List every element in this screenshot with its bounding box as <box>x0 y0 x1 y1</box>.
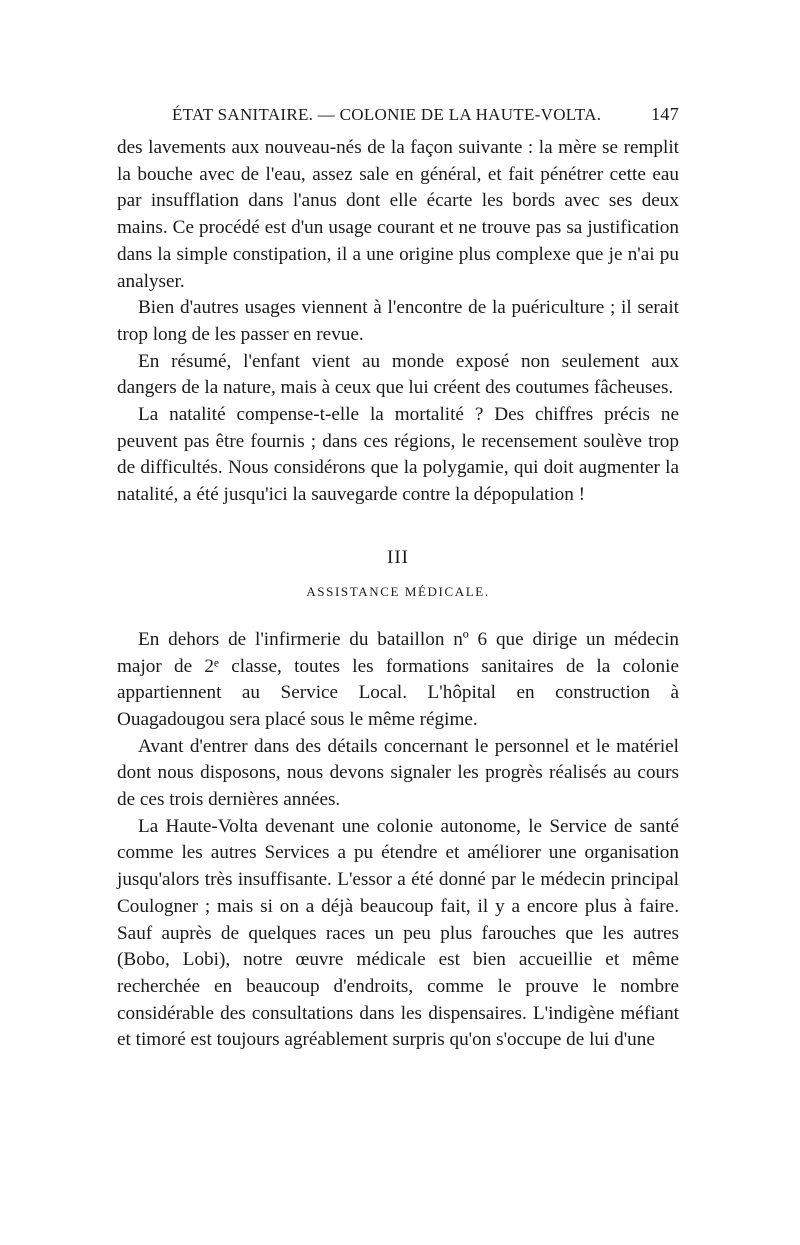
running-title: ÉTAT SANITAIRE. — COLONIE DE LA HAUTE-VOLTA. <box>172 105 602 124</box>
paragraph-infirmerie: En dehors de l'infirmerie du bataillon nº 6 que dirige un médecin major de 2ᵉ classe, toutes les formations sanitaires de la colonie appartiennent au Service Local. L'hôpital en construction à Ouagadougou sera placé sous le même régime. <box>117 628 679 730</box>
paragraph-lavements: des lavements aux nouveau-nés de la façon suivante : la mère se remplit la bouche avec de l'eau, assez sale en général, et fait pénétrer cette eau par insufflation dans l'anus dont elle écarte les bords avec ses deux mains. Ce procédé est d'un usage courant et ne trouve pas sa justification dans la simple constipation, il a une origine plus complexe que je n'ai pu analyser. <box>117 137 679 292</box>
paragraph-usages: Bien d'autres usages viennent à l'encontre de la puériculture ; il serait trop long de les passer en revue. <box>117 297 679 345</box>
section-title: ASSISTANCE MÉDICALE. <box>306 583 490 599</box>
paragraph-progres: Avant d'entrer dans des détails concernant le personnel et le matériel dont nous disposons, nous devons signaler les progrès réalisés au cours de ces trois dernières années. <box>117 735 679 811</box>
running-header <box>117 104 679 125</box>
paragraph-resume: En résumé, l'enfant vient au monde exposé non seulement aux dangers de la nature, mais à ceux que lui créent des coutumes fâcheuses. <box>117 350 679 399</box>
book-page <box>117 104 679 1054</box>
page-number: 147 <box>651 104 679 124</box>
paragraph-natalite: La natalité compense-t-elle la mortalité ? Des chiffres précis ne peuvent pas être fournis ; dans ces régions, le recensement soulève trop de difficultés. Nous considérons que la polygamie, qui doit augmenter la natalité, a été jusqu'ici la sauvegarde contre la dépopulation ! <box>117 404 679 506</box>
paragraph-haute-volta: La Haute-Volta devenant une colonie autonome, le Service de santé comme les autres Services a pu étendre et améliorer une organisation jusqu'alors très insuffisante. L'essor a été donné par le médecin principal Coulogner ; mais si on a déjà beaucoup fait, il y a encore plus à faire. Sauf auprès de quelques races un peu plus farouches que les autres (Bobo, Lobi), notre œuvre médicale est bien accueillie et même recherchée en beaucoup d'endroits, comme le prouve le nombre considérable des consultations dans les dispensaires. L'indigène méfiant et timoré est toujours agréablement surpris qu'on s'occupe de lui d'une <box>117 815 679 1051</box>
section-number: III <box>387 546 409 568</box>
